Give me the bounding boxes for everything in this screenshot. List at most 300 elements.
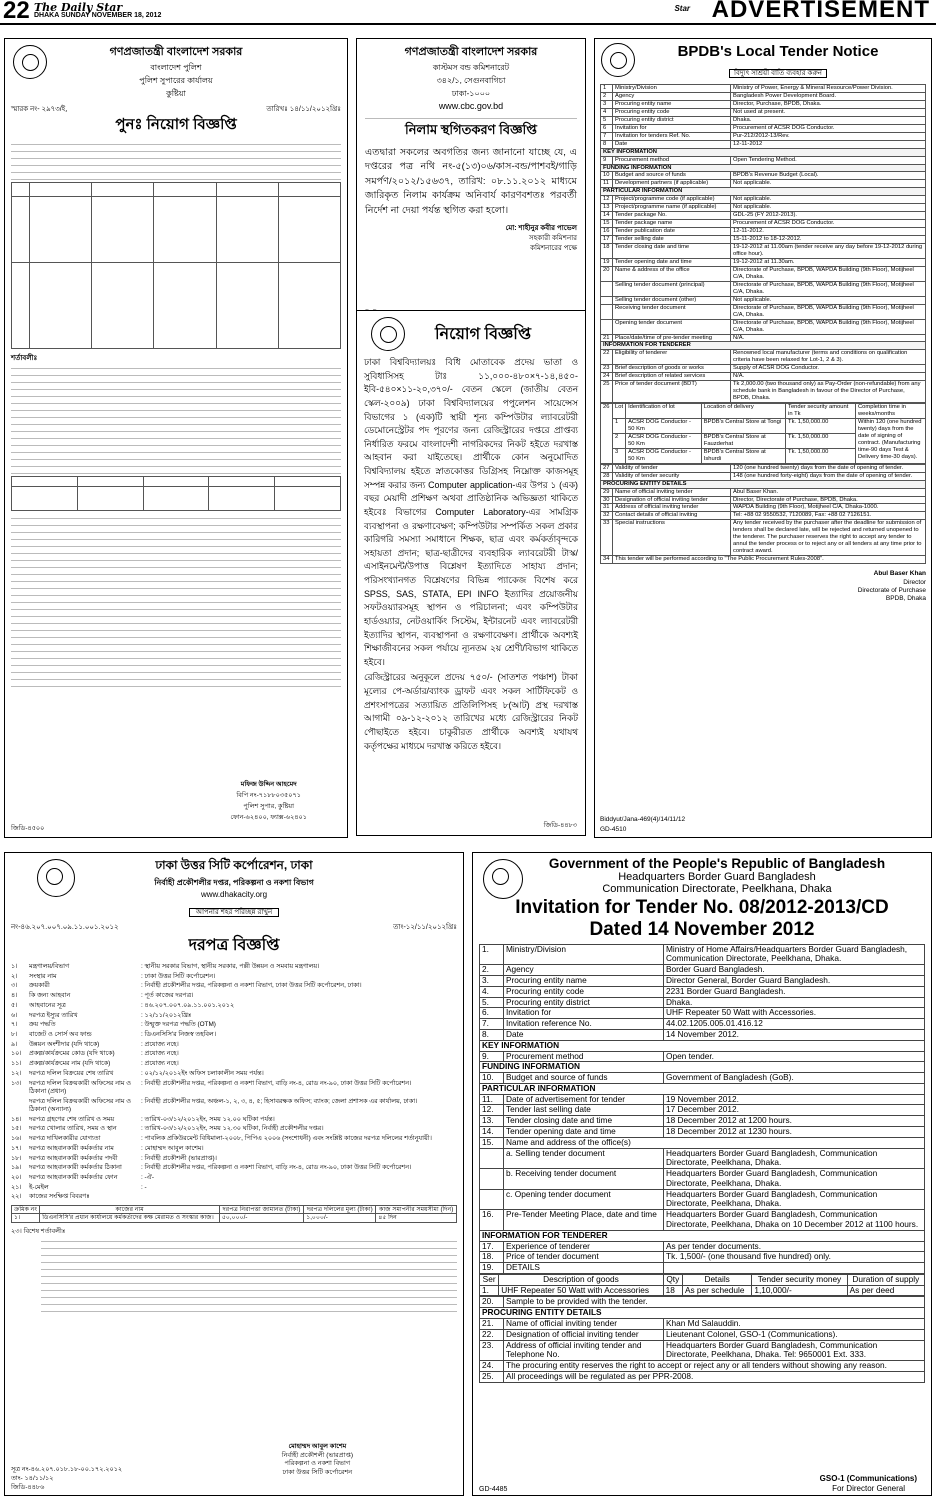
bpdb-lots-table — [600, 403, 926, 464]
section-label: PARTICULAR INFORMATION — [480, 1083, 925, 1094]
list-item — [11, 1080, 457, 1097]
row-number: 27 — [601, 464, 613, 472]
row-value — [141, 1193, 457, 1201]
row-label: দরপত্র দাখিলকারীর যোগ্যতা — [29, 1135, 101, 1143]
row-number: 3 — [601, 100, 613, 108]
row-value: Bangladesh Power Development Board. — [731, 92, 926, 100]
row-label: Special instructions — [613, 520, 731, 556]
lot-cell: 1 — [613, 418, 626, 433]
table-row — [601, 156, 926, 164]
bpdb-tender-ad — [594, 38, 932, 838]
row-number: 14 — [601, 212, 613, 220]
dncc-signer: মোহাম্মদ আবুল কাশেম — [288, 1443, 347, 1451]
police-conditions-heading: শর্তাবলীঃ — [11, 355, 38, 362]
row-label: Ministry/Division — [613, 85, 731, 93]
row-label: Date — [613, 140, 731, 148]
row-number: ১৮। — [11, 1154, 22, 1162]
customs-signer: মো: শাহীনুর কবীর পাভেল — [505, 224, 577, 232]
list-item — [11, 992, 457, 1000]
bgb-headline1: Invitation for Tender No. 08/2012-2013/CD — [515, 897, 889, 918]
table-row — [480, 1083, 925, 1094]
work-cell: ১। — [12, 1214, 40, 1222]
bgb-info-table-2 — [479, 1296, 925, 1382]
row-value: : পূর্ত কাজের দরপত্র। — [141, 992, 194, 1000]
column-header: কাজ সমাপনীর সময়সীমা (দিন) — [376, 1205, 457, 1213]
row-number: 12 — [601, 196, 613, 204]
column-header: Details — [682, 1274, 751, 1285]
table-row — [480, 1230, 925, 1241]
row-label: ই-মেইল — [29, 1183, 49, 1191]
table-row — [601, 92, 926, 100]
row-value: Government of Bangladesh (GoB). — [664, 1073, 925, 1084]
customs-city: ঢাকা-১০০০ — [451, 89, 491, 98]
row-number: 7. — [480, 1019, 504, 1030]
police-vacancy-table — [11, 182, 341, 349]
row-label: Tender selling date — [613, 236, 731, 244]
row-label: Tender opening date and time — [613, 258, 731, 266]
row-value: Dhaka. — [664, 997, 925, 1008]
row-value: : উন্মুক্ত দরপত্র পদ্ধতি (OTM) — [141, 1021, 216, 1029]
row-label: Experience of tenderer — [504, 1241, 664, 1252]
lot-cell: ACSR DOG Conductor - 50 Km — [626, 418, 702, 433]
section-label: KEY INFORMATION — [480, 1040, 925, 1051]
police-signer-id: বিপি নং-৭১৮৮০৩৫০৭১ — [236, 792, 301, 799]
row-value: Not applicable. — [731, 180, 926, 188]
row-value: Directorate of Purchase, BPDB, WAPDA Building (9th Floor), Motijheel C/A, Dhaka. — [731, 281, 926, 296]
university-recruitment-ad — [356, 310, 586, 836]
row-label: Tender last selling date — [504, 1105, 664, 1116]
details-cell: 1. — [480, 1285, 499, 1296]
table-row — [601, 172, 926, 180]
row-number: 31 — [601, 504, 613, 512]
table-row — [601, 220, 926, 228]
row-label: Procuring entity code — [613, 108, 731, 116]
lot-cell: 3 — [613, 448, 626, 463]
row-number: ১৯। — [11, 1164, 22, 1172]
row-number: 18. — [480, 1252, 504, 1263]
table-row — [480, 1297, 925, 1308]
row-number: ১৭। — [11, 1144, 22, 1152]
row-value: N/A. — [731, 373, 926, 381]
row-number — [601, 319, 613, 334]
table-row — [601, 504, 926, 512]
police-city: কুষ্টিয়া — [166, 89, 186, 98]
dncc-subtitle: নির্বাহী প্রকৌশলীর দপ্তর, পরিকল্পনা ও নকশা বিভাগ — [154, 878, 314, 887]
list-item — [11, 1135, 457, 1143]
row-value — [664, 1263, 925, 1274]
row-label: Address of official inviting tender — [613, 504, 731, 512]
row-label: c. Opening tender document — [504, 1189, 664, 1210]
column-header: Description of goods — [499, 1274, 663, 1285]
list-item — [11, 1050, 457, 1058]
table-row — [601, 258, 926, 266]
row-number: 20 — [601, 266, 613, 281]
row-label: Pre-Tender Meeting Place, date and time — [504, 1210, 664, 1231]
dncc-headline: দরপত্র বিজ্ঞপ্তি — [188, 937, 280, 954]
row-value: Khan Md Salauddin. — [664, 1319, 925, 1330]
row-label: প্রকল্প/কার্যক্রমের নাম (যদি থাকে) — [29, 1060, 111, 1068]
table-row — [601, 196, 926, 204]
list-item — [11, 1021, 457, 1029]
row-value: : পাবলিক প্রকিউরমেন্ট বিধিমালা-২০০৮, পিপিএ ২০০৬ (সংশোধনী) এবং সংশ্লিষ্ট কাজের দরপত্র দলিলের শর্তানুযায়ী। — [141, 1135, 432, 1143]
row-value: Not used at present. — [731, 108, 926, 116]
row-value: : নির্বাহী প্রকৌশলীর দপ্তর, পরিকল্পনা ও নকশা বিভাগ, বাড়ি নং-৪, রোড নং-৯০, ঢাকা উত্তর সিটি কর্পোরেশন। — [141, 1079, 412, 1087]
row-label: Procuring entity code — [504, 986, 664, 997]
row-value: GDL-25 (FY 2012-2013). — [731, 212, 926, 220]
row-number: 20. — [480, 1297, 504, 1308]
row-number: 17 — [601, 236, 613, 244]
row-number: ১১। — [11, 1060, 22, 1068]
row-number — [11, 1098, 29, 1115]
dncc-conditions-label: ২৩। বিশেষ শর্তাবলীঃ — [11, 1227, 66, 1235]
row-number: 19 — [601, 258, 613, 266]
lot-cell: ACSR DOG Conductor - 50 Km — [626, 433, 702, 448]
table-row — [480, 1105, 925, 1116]
table-row — [601, 244, 926, 259]
university-headline: নিয়োগ বিজ্ঞপ্তি — [434, 326, 532, 343]
row-value: UHF Repeater 50 Watt with Accessories. — [664, 1008, 925, 1019]
row-number — [601, 304, 613, 319]
table-row — [601, 520, 926, 556]
customs-ref-line — [365, 114, 577, 119]
column-header: দরপত্র নিরাপত্তা জামানত (টাকা) — [219, 1205, 303, 1213]
column-header: Ser — [480, 1274, 499, 1285]
row-number: 4. — [480, 986, 504, 997]
row-label: Contact details of official inviting — [613, 512, 731, 520]
row-number: ৬। — [11, 1011, 18, 1019]
table-header-row — [480, 1274, 925, 1285]
dncc-footer-date: তাং- ১৪/১১/১২ — [11, 1475, 54, 1482]
bpdb-info-table-2 — [600, 464, 926, 564]
lot-cell: Tk. 1,50,000.00 — [786, 433, 856, 448]
row-value: : নির্বাহী প্রকৌশলীর দপ্তর, পরিকল্পনা ও নকশা বিভাগ, ঢাকা উত্তর সিটি কর্পোরেশন, ঢাকা। — [141, 982, 362, 990]
row-label: আহবানের সূত্র — [29, 1001, 66, 1009]
row-value: : প্রযোজ্য নহে। — [141, 1040, 179, 1048]
table-row — [480, 1210, 925, 1231]
row-value: : নির্বাহী প্রকৌশলী (ভারপ্রাপ্ত)। — [141, 1154, 217, 1162]
row-label: Name & address of the office — [613, 266, 731, 281]
table-row — [601, 488, 926, 496]
table-row — [480, 1308, 925, 1319]
row-label: ক্রয়কারী — [29, 982, 50, 990]
table-row — [601, 188, 926, 196]
row-number: ৭। — [11, 1021, 18, 1029]
table-row — [601, 108, 926, 116]
table-row — [480, 1361, 925, 1372]
bgb-details-table — [479, 1274, 925, 1297]
dncc-website[interactable]: www.dhakacity.org — [200, 890, 268, 899]
lot-cell: Tk. 1,50,000.00 — [786, 418, 856, 433]
row-number: 17. — [480, 1241, 504, 1252]
row-value: Director, Purchase, BPDB, Dhaka. — [731, 100, 926, 108]
table-row — [601, 85, 926, 93]
row-value: Tk. 1,500/- (one thousand five hundred) only. — [664, 1252, 925, 1263]
table-row — [601, 373, 926, 381]
row-number: 2 — [601, 92, 613, 100]
table-row — [480, 1340, 925, 1361]
row-label: Tender package name — [613, 220, 731, 228]
table-row — [480, 997, 925, 1008]
row-number: 13 — [601, 204, 613, 212]
page-number: 22 — [3, 0, 30, 24]
row-label: দরপত্র আহবানকারী কর্মকর্তার ঠিকানা — [29, 1164, 122, 1172]
row-number: 28 — [601, 472, 613, 480]
table-row — [480, 976, 925, 987]
row-number: 22. — [480, 1329, 504, 1340]
row-value: : মোহাম্মদ আবুল কাশেম। — [141, 1144, 204, 1152]
row-label: b. Receiving tender document — [504, 1169, 664, 1190]
row-label: Tender publication date — [613, 228, 731, 236]
table-row — [480, 1019, 925, 1030]
table-row — [601, 296, 926, 304]
table-row — [601, 116, 926, 124]
row-value: 14 November 2012. — [664, 1029, 925, 1040]
row-number: ১৬। — [11, 1135, 22, 1143]
row-label: DETAILS — [504, 1263, 664, 1274]
list-item — [11, 1125, 457, 1133]
work-cell: ৪৫ দিন — [376, 1214, 457, 1222]
row-value: Not applicable. — [731, 296, 926, 304]
row-label: Procuring entity district — [613, 116, 731, 124]
table-row — [601, 124, 926, 132]
table-header-row — [12, 1205, 457, 1213]
list-item — [11, 1070, 457, 1078]
bgb-logo-icon — [483, 859, 523, 899]
row-label: Name of official inviting tender — [613, 488, 731, 496]
police-form-table — [11, 476, 341, 511]
row-label: মন্ত্রণালয়/বিভাগ — [29, 963, 70, 970]
table-row — [601, 266, 926, 281]
row-value: : প্রযোজ্য নহে। — [141, 1060, 179, 1068]
column-header: দরপত্র দলিলের মূল্য (টাকা) — [304, 1205, 376, 1213]
bpdb-ref1: Biddyut/Jana-469(4)/14/11/12 — [600, 816, 686, 823]
row-value: Headquarters Border Guard Bangladesh, Communication Directorate, Peelkhana, Dhaka. — [664, 1148, 925, 1169]
table-row — [480, 1371, 925, 1382]
row-number: 2. — [480, 965, 504, 976]
row-number: 8. — [480, 1029, 504, 1040]
table-row — [12, 1214, 457, 1222]
list-item — [11, 1002, 457, 1010]
row-label: কি জন্য আহবান — [29, 992, 71, 1000]
table-row — [601, 365, 926, 373]
row-number: 16. — [480, 1210, 504, 1231]
row-number: 7 — [601, 132, 613, 140]
row-label: দরপত্র গ্রহণের শেষ তারিখ ও সময় — [29, 1115, 115, 1123]
row-number: ১৪। — [11, 1115, 22, 1123]
row-label: Designation of official inviting tender — [504, 1329, 664, 1340]
row-label: দরপত্র খোলার তারিখ, সময় ও স্থান — [29, 1125, 117, 1133]
list-item — [11, 1164, 457, 1172]
row-label: Project/programme code (if applicable) — [613, 196, 731, 204]
list-item — [11, 1098, 457, 1115]
table-row — [601, 204, 926, 212]
table-row — [601, 496, 926, 504]
row-label: All proceedings will be regulated as per PPR-2008. — [504, 1371, 925, 1382]
issue-date: DHAKA SUNDAY NOVEMBER 18, 2012 — [34, 12, 162, 19]
row-label: দরপত্র আহবানকারী কর্মকর্তার ফোন — [29, 1174, 118, 1182]
row-value: Directorate of Purchase, BPDB, WAPDA Building (9th Floor), Motijheel C/A, Dhaka. — [731, 304, 926, 319]
row-value: Dhaka. — [731, 116, 926, 124]
table-row — [601, 100, 926, 108]
row-value: Ministry of Power, Energy & Mineral Resource/Power Division. — [731, 85, 926, 93]
row-value: Procurement of ACSR DOG Conductor. — [731, 220, 926, 228]
list-item — [11, 1145, 457, 1153]
row-label: Development partners (if applicable) — [613, 180, 731, 188]
row-value: : ৪৬.২০৭.০০৭.০৯.১১.০০১.২০১২ — [141, 1001, 235, 1009]
police-office: পুলিশ সুপারের কার্যালয় — [139, 76, 213, 85]
row-number — [480, 1189, 504, 1210]
customs-signature-block — [365, 224, 577, 253]
row-label: The procuring entity reserves the right to accept or reject any or all tenders without showing any reason. — [504, 1361, 925, 1372]
row-number: ৮। — [11, 1031, 18, 1039]
row-value: : - — [141, 1183, 147, 1191]
row-number: ২০। — [11, 1174, 22, 1182]
row-number: 22 — [601, 350, 613, 365]
row-number: 25. — [480, 1371, 504, 1382]
table-row — [601, 212, 926, 220]
police-signer-office: পুলিশ সুপার, কুষ্টিয়া — [243, 803, 294, 810]
table-row — [480, 1169, 925, 1190]
list-item — [11, 1060, 457, 1068]
row-value: 2231 Border Guard Bangladesh. — [664, 986, 925, 997]
row-label: Invitation for tenders Ref. No. — [613, 132, 731, 140]
bangladesh-emblem-icon — [13, 45, 47, 79]
column-header: Qty — [663, 1274, 682, 1285]
row-label: দরপত্র দলিল বিক্রয়কারী অফিসের নাম ও ঠিকানা (অন্যান্য) — [29, 1097, 131, 1113]
lot-cell: BPDB's Central Store at Tongi — [701, 418, 785, 433]
row-value: Border Guard Bangladesh. — [664, 965, 925, 976]
row-number: ১৩। — [11, 1079, 22, 1087]
section-label: PARTICULAR INFORMATION — [601, 188, 926, 196]
dncc-title: ঢাকা উত্তর সিটি কর্পোরেশন, ঢাকা — [155, 858, 313, 872]
column-header: Completion time in weeks/months — [856, 404, 926, 419]
row-value: Directorate of Purchase, BPDB, WAPDA Building (9th Floor), Motijheel C/A, Dhaka. — [731, 266, 926, 281]
table-row — [601, 319, 926, 334]
column-header: ক্রমিক নং — [12, 1205, 40, 1213]
section-label: PROCURING ENTITY DETAILS — [480, 1308, 925, 1319]
row-label: Ministry/Division — [504, 944, 664, 965]
row-label: Selling tender document (principal) — [613, 281, 731, 296]
row-label: দরপত্র দলিল বিক্রয়ের শেষ তারিখ — [29, 1069, 114, 1077]
row-value: Not applicable. — [731, 204, 926, 212]
table-row — [601, 304, 926, 319]
row-label: প্রকল্প/কার্যক্রমের কোড (যদি থাকে) — [29, 1050, 115, 1058]
table-row — [601, 418, 926, 433]
row-value: Not applicable. — [731, 196, 926, 204]
row-value: 19-12-2012 at 11.30am. — [731, 258, 926, 266]
row-number: 21 — [601, 334, 613, 342]
row-number: 26 — [601, 404, 613, 464]
table-row — [601, 556, 926, 564]
row-value: 19 November 2012. — [664, 1094, 925, 1105]
row-label: Budget and source of funds — [613, 172, 731, 180]
customs-signer-role2: কমিশনারের পক্ষে — [530, 244, 577, 252]
row-label: Tender closing date and time — [613, 244, 731, 259]
table-row — [601, 464, 926, 472]
table-row — [601, 512, 926, 520]
section-label: KEY INFORMATION — [601, 148, 926, 156]
page-header — [0, 0, 936, 22]
section-label: INFORMATION FOR TENDERER — [480, 1230, 925, 1241]
row-label: Receiving tender document — [613, 304, 731, 319]
police-signer: মফিজ উদ্দিন আহমেদ — [240, 781, 297, 788]
customs-headline: নিলাম স্থগিতকরণ বিজ্ঞপ্তি — [405, 122, 537, 137]
column-header: Identification of lot — [626, 404, 702, 419]
row-label: দরপত্র আহবানকারী কর্মকর্তার পদবী — [29, 1154, 118, 1162]
work-cell: ১,০০০/- — [304, 1214, 376, 1222]
row-label: Agency — [504, 965, 664, 976]
row-value: : ১২/১১/২০১২খ্রিঃ — [141, 1011, 192, 1019]
section-label: FUNDING INFORMATION — [601, 164, 926, 172]
row-label: Brief description of related services — [613, 373, 731, 381]
row-value: Abul Baser Khan. — [731, 488, 926, 496]
row-number: 5. — [480, 997, 504, 1008]
table-row — [480, 1094, 925, 1105]
table-row — [480, 1116, 925, 1127]
table-row — [480, 1189, 925, 1210]
table-row — [601, 148, 926, 156]
row-value: 120 (one hundred twenty) days from the date of opening of tender. — [731, 464, 926, 472]
row-number: 16 — [601, 228, 613, 236]
table-row — [480, 1137, 925, 1148]
row-value: 44.02.1205.005.01.416.12 — [664, 1019, 925, 1030]
university-ref: জিডি-৪৪৮৩ — [543, 822, 577, 829]
row-label: Validity of tender security — [613, 472, 731, 480]
row-value: : প্রযোজ্য নহে। — [141, 1050, 179, 1058]
row-value: : ০২/১২/২০১২ইং অফিস চলাকালীন সময় পর্যন্ত। — [141, 1069, 264, 1077]
police-recruitment-ad — [4, 38, 348, 838]
row-value: 17 December 2012. — [664, 1105, 925, 1116]
row-label: Procuring entity name — [613, 100, 731, 108]
row-number: ১। — [11, 963, 18, 970]
work-cell: ডিএনসিসি'র প্রধান কার্যালয়ে কর্মকর্তাদের কক্ষ মেরামত ও সংস্কার কাজ। — [40, 1214, 220, 1222]
dncc-signer-role: নির্বাহী প্রকৌশলী (ভারপ্রাপ্ত) — [281, 1451, 353, 1459]
police-date: তারিখঃ ১৪/১১/২০১২খ্রিঃ — [266, 106, 341, 113]
bpdb-logo-icon — [601, 43, 635, 77]
row-value: 148 (one hundred forty-eight) days from the date of opening of tender. — [731, 472, 926, 480]
column-header: Tender security amount in Tk — [786, 404, 856, 419]
lot-completion: Within 120 (one hundred twenty) days from the date of signing of contract. (Manufacturing time-90 days Test & Delivery time-30 days). — [856, 418, 926, 463]
lot-cell: ACSR DOG Conductor - 50 Km — [626, 448, 702, 463]
row-number: 18 — [601, 244, 613, 259]
row-number: 5 — [601, 116, 613, 124]
row-label: Procurement method — [613, 156, 731, 164]
row-value: WAPDA Building (9th Floor), Motijheel C/A, Dhaka-1000. — [731, 504, 926, 512]
customs-signer-role: সহকারী কমিশনার — [528, 234, 577, 242]
row-label: Tender closing date and time — [504, 1116, 664, 1127]
list-item — [11, 1184, 457, 1192]
table-row — [480, 1126, 925, 1137]
table-row — [601, 180, 926, 188]
table-row — [480, 1241, 925, 1252]
row-number: 33 — [601, 520, 613, 556]
row-label: Agency — [613, 92, 731, 100]
row-label: কাজের সংক্ষিপ্ত বিবরণঃ — [29, 1193, 90, 1201]
row-value: Renowned local manufacturer (terms and conditions on qualification criteria have been relaxed for Lot-1, 2 & 3). — [731, 350, 926, 365]
customs-website[interactable]: www.cbc.gov.bd — [438, 101, 504, 111]
table-row — [601, 132, 926, 140]
bgb-title3: Communication Directorate, Peelkhana, Dhaka — [602, 883, 832, 895]
table-row — [480, 1029, 925, 1040]
row-number — [601, 296, 613, 304]
row-value: Procurement of ACSR DOG Conductor. — [731, 124, 926, 132]
bpdb-info-table — [600, 84, 926, 403]
row-number: 9. — [480, 1051, 504, 1062]
row-value: Directorate of Purchase, BPDB, WAPDA Building (9th Floor), Motijheel C/A, Dhaka. — [731, 319, 926, 334]
row-number: 3. — [480, 976, 504, 987]
police-ref: জিডি-৪৫০০ — [11, 825, 45, 832]
dncc-work-table — [11, 1205, 457, 1223]
